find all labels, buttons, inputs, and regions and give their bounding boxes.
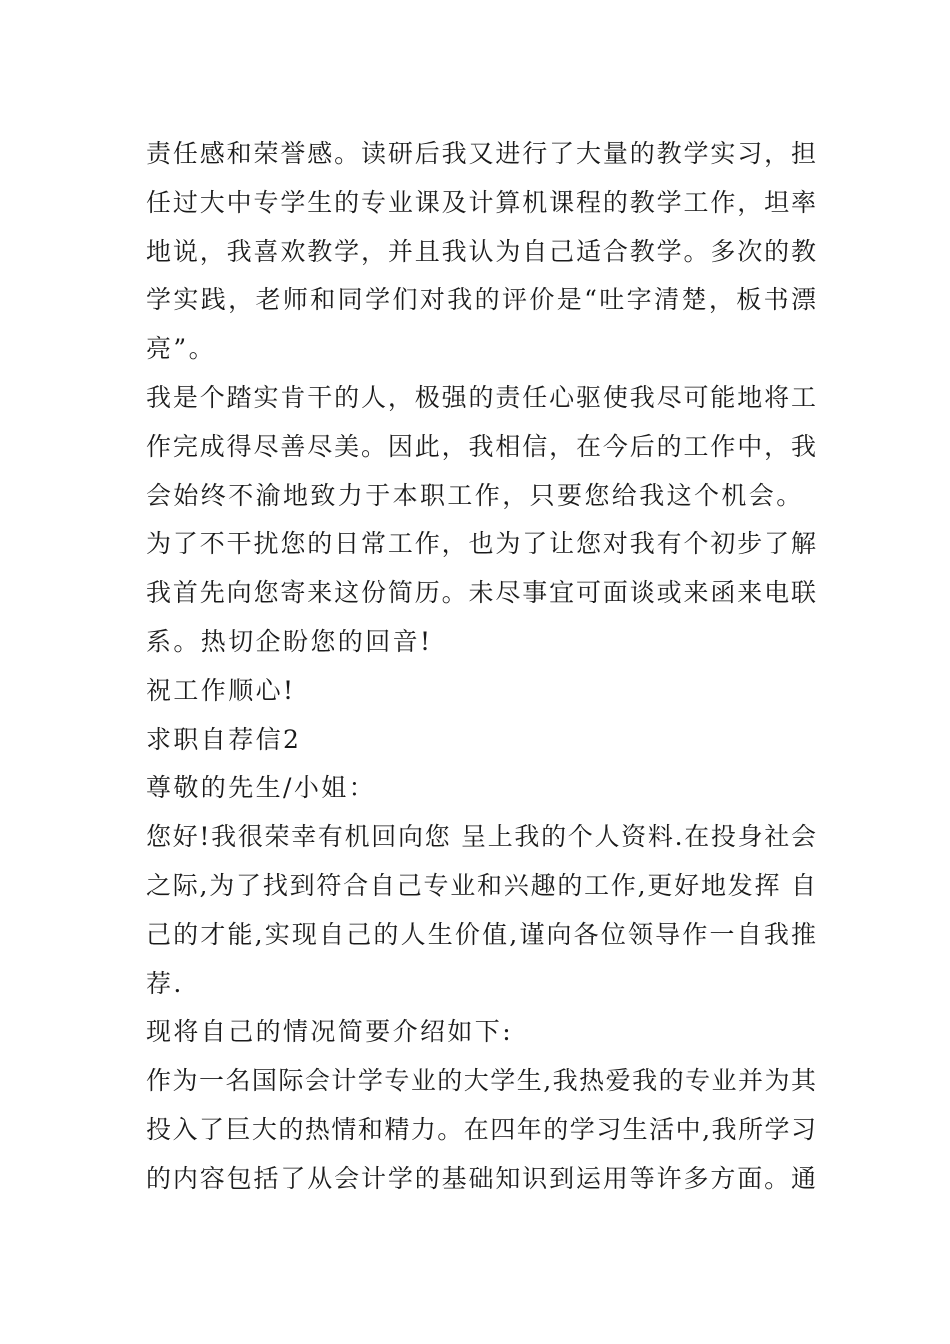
text-line: 任过大中专学生的专业课及计算机课程的教学工作，坦率 xyxy=(146,187,816,217)
text-line: 己的才能,实现自己的人生价值,谨向各位领导作一自我推 xyxy=(146,919,816,949)
text-line: 投入了巨大的热情和精力。在四年的学习生活中,我所学习 xyxy=(146,1114,816,1144)
text-line: 荐. xyxy=(146,968,184,998)
text-line: 亮”。 xyxy=(146,334,216,364)
text-line: 的内容包括了从会计学的基础知识到运用等许多方面。通 xyxy=(146,1163,816,1193)
text-line: 我是个踏实肯干的人，极强的责任心驱使我尽可能地将工 xyxy=(146,382,816,412)
text-line: 系。热切企盼您的回音! xyxy=(146,626,433,656)
text-line: 我首先向您寄来这份简历。未尽事宜可面谈或来函来电联 xyxy=(146,578,816,608)
text-line: 作完成得尽善尽美。因此，我相信，在今后的工作中，我 xyxy=(146,431,816,461)
text-line: 学实践，老师和同学们对我的评价是“吐字清楚，板书漂 xyxy=(146,285,816,315)
text-line: 求职自荐信2 xyxy=(146,724,302,754)
text-line: 尊敬的先生/小姐： xyxy=(146,773,377,803)
text-line: 祝工作顺心! xyxy=(146,675,296,705)
text-line: 会始终不渝地致力于本职工作，只要您给我这个机会。 xyxy=(146,480,804,510)
letter-body xyxy=(146,130,816,1204)
text-line: 作为一名国际会计学专业的大学生,我热爱我的专业并为其 xyxy=(146,1066,816,1096)
text-line: 为了不干扰您的日常工作，也为了让您对我有个初步了解 xyxy=(146,529,816,559)
text-line: 地说，我喜欢教学，并且我认为自己适合教学。多次的教 xyxy=(146,236,816,266)
text-line: 之际,为了找到符合自己专业和兴趣的工作,更好地发挥 自 xyxy=(146,870,816,900)
text-line: 现将自己的情况简要介绍如下: xyxy=(146,1017,514,1047)
text-line: 您好!我很荣幸有机回向您 呈上我的个人资料.在投身社会 xyxy=(146,822,816,852)
text-line: 责任感和荣誉感。读研后我又进行了大量的教学实习，担 xyxy=(146,139,816,168)
